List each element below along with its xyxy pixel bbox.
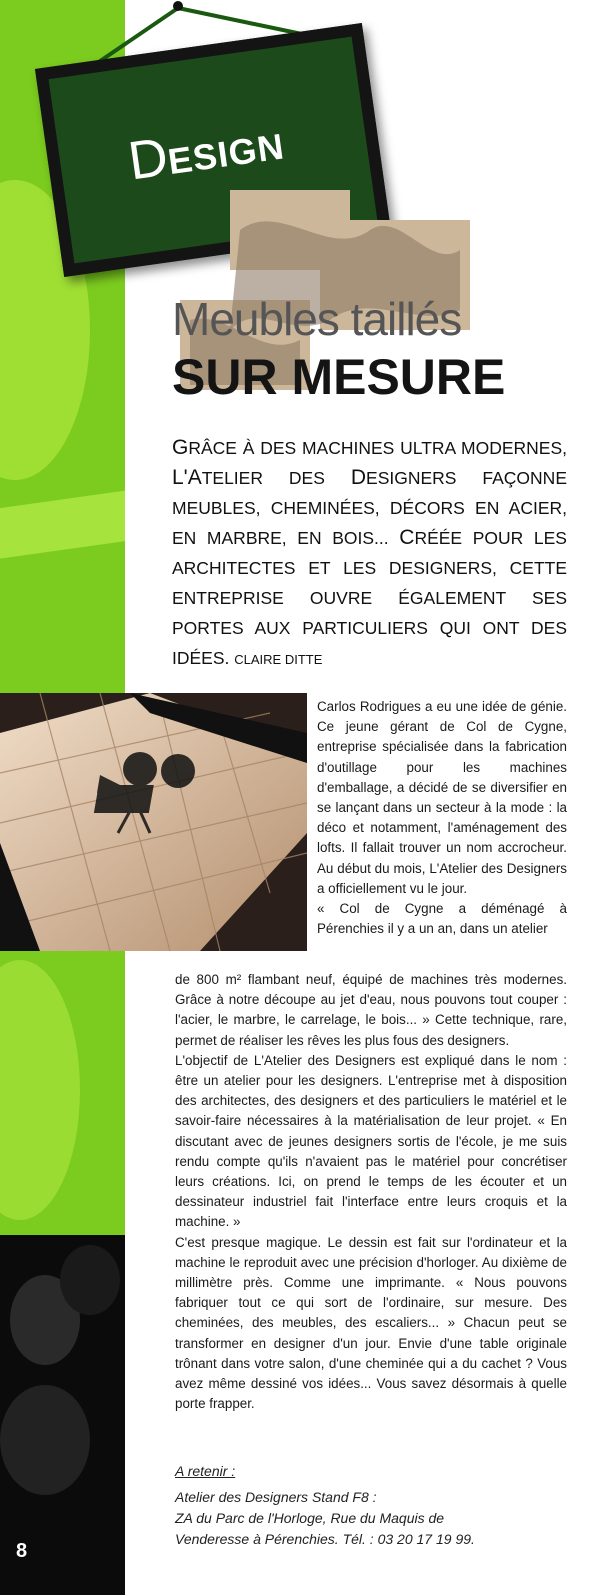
lead-paragraph [172,433,567,675]
section-title: DESIGN [124,125,287,192]
lead-text: C [399,526,415,549]
author-byline: CLAIRE DITTE [234,652,323,667]
headline-light: Meubles taillés [172,293,462,345]
headline-heavy: SUR MESURE [172,349,506,405]
paragraph: de 800 m² flambant neuf, équipé de machines très modernes. Grâce à notre découpe au jet d'eau, nous pouvons tout couper : l'acier, le marbre, le carrelage, le bois... » Cette technique, rare, permet de réaliser les rêves les plus fous des designers. [175,972,567,1048]
info-box-title: A retenir : [175,1463,236,1479]
info-box [175,1487,575,1550]
info-line: Atelier des Designers Stand F8 : [175,1489,377,1505]
paragraph: « Col de Cygne a déménagé à Pérenchies il y a un an, dans un atelier [317,901,567,937]
paragraph: C'est presque magique. Le dessin est fait sur l'ordinateur et la machine le reproduit avec une précision d'horloger. Au dixième de millimètre près. Comme une imprimante. « Nous pouvons fabriquer tout ce qui sort de l'ordinaire, sur mesure. Des cheminées, des meubles, des escaliers... » Chacun peut se transformer en designer d'un jour. Envie d'une table originale trônant dans votre salon, d'une cheminée qui a du cachet ? Vous avez même dessiné vos idées... Vous savez désormais à quelle porte frapper. [175,1234,567,1412]
lead-text: RÂCE À DES MACHINES ULTRA MODERNES, [188,438,567,458]
paragraph: Carlos Rodrigues a eu une idée de génie. Ce jeune gérant de Col de Cygne, entreprise spécialisée dans la fabrication d'outillage pour les machines d'emballage, a décidé de se diversifier en se lançant dans un secteur à la mode : la déco et notamment, l'aménagement des lofts. Il fallait trouver un nom accrocheur. Au début du mois, L'Atelier des Designers a officiellement vu le jour. [317,699,567,896]
lead-text: TELIER DES [201,468,351,488]
lead-text: D [350,466,367,489]
info-line: ZA du Parc de l'Horloge, Rue du Maquis de [175,1510,445,1526]
lead-text: G [172,436,189,459]
info-line: Venderesse à Pérenchies. Tél. : 03 20 17 19 99. [175,1531,475,1547]
lead-text: RÉÉE POUR LES ARCHITECTES ET LES DESIGNERS, CETTE ENTREPRISE OUVRE ÉGALEMENT SES PORTES AUX PARTICULIERS QUI ONT DES IDÉES. [172,528,567,668]
article-body-column [317,697,567,939]
floor-photo [0,693,307,951]
article-body-wide [175,970,567,1414]
lead-text: L'A [172,466,202,489]
lead-text: ESIGNERS FAÇONNE MEUBLES, CHEMINÉES, DÉCORS EN ACIER, EN MARBRE, EN BOIS... [172,468,567,548]
paragraph: L'objectif de L'Atelier des Designers est expliqué dans le nom : être un atelier pour les designers. L'entreprise met à disposition des architectes, des designers et des particuliers le matériel et le savoir-faire nécessaires à la matérialisation de leur projet. « En discutant avec de jeunes designers sortis de l'école, je me suis rendu compte qu'ils n'avaient pas le matériel pour concrétiser leurs créations. Ici, on prend le temps de les écouter et un dessinateur industriel fait l'interface entre leurs croquis et la machine. » [175,1052,567,1230]
page-number: 8 [16,1540,28,1562]
